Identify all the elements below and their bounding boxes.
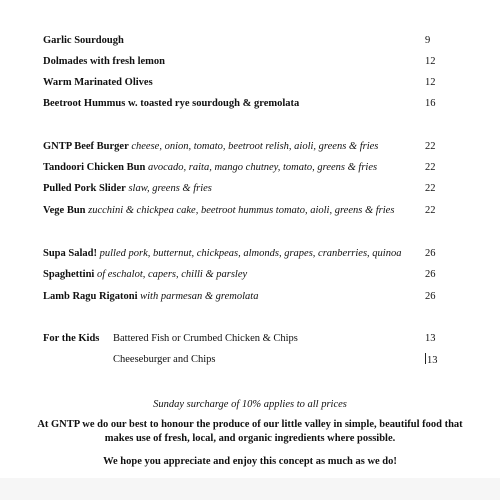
kids-item-name: Cheeseburger and Chips: [113, 354, 216, 365]
item-price: 26: [425, 269, 436, 280]
item-price: 22: [425, 205, 436, 216]
item-price: 12: [425, 56, 436, 67]
menu-item: [43, 140, 443, 154]
item-name: Warm Marinated Olives: [43, 77, 153, 88]
menu-item: [43, 161, 443, 175]
item-name: Garlic Sourdough: [43, 35, 124, 46]
item-description: of eschalot, capers, chilli & parsley: [96, 269, 248, 280]
item-description: pulled pork, butternut, chickpeas, almonds, grapes, cranberries, quinoa: [99, 248, 402, 259]
item-name: Supa Salad!: [43, 248, 97, 259]
menu-item: [43, 55, 443, 69]
kids-item-price: 13: [425, 333, 436, 344]
mission-line-2: makes use of fresh, local, and organic ingredients where possible.: [104, 433, 396, 444]
item-price: 22: [425, 183, 436, 194]
item-name: Vege Bun: [43, 205, 86, 216]
item-description: avocado, raita, mango chutney, tomato, greens & fries: [147, 162, 378, 173]
text-cursor: [425, 353, 426, 364]
item-price: 12: [425, 77, 436, 88]
item-name: Dolmades with fresh lemon: [43, 56, 166, 67]
page-bottom-strip: [0, 478, 500, 500]
item-name: Pulled Pork Slider: [43, 183, 126, 194]
item-price: 26: [425, 291, 436, 302]
item-price: 22: [425, 141, 436, 152]
menu-item: [43, 76, 443, 90]
kids-item-price: [425, 353, 438, 368]
item-price: 22: [425, 162, 436, 173]
closing-line: We hope you appreciate and enjoy this concept as much as we do!: [103, 456, 397, 467]
menu-item: [43, 290, 443, 304]
item-name: Spaghettini: [43, 269, 95, 280]
item-description: slaw, greens & fries: [128, 183, 212, 194]
item-description: zucchini & chickpea cake, beetroot hummus tomato, aioli, greens & fries: [88, 205, 395, 216]
menu-item: [43, 97, 443, 111]
mission-line-1: At GNTP we do our best to honour the produce of our little valley in simple, beautiful food that: [37, 419, 463, 430]
kids-section-label: For the Kids: [43, 333, 100, 344]
surcharge-note: Sunday surcharge of 10% applies to all prices: [153, 399, 347, 410]
item-name: Lamb Ragu Rigatoni: [43, 291, 138, 302]
menu-item: [43, 268, 443, 282]
item-price: 26: [425, 248, 436, 259]
item-name: GNTP Beef Burger: [43, 141, 129, 152]
item-name: Tandoori Chicken Bun: [43, 162, 146, 173]
item-price: 16: [425, 98, 436, 109]
menu-item: [43, 204, 443, 218]
item-description: cheese, onion, tomato, beetroot relish, aioli, greens & fries: [131, 141, 379, 152]
menu-item: [43, 247, 443, 261]
menu-item: [43, 182, 443, 196]
item-description: with parmesan & gremolata: [140, 291, 259, 302]
kids-item-price-value: 13: [427, 355, 438, 366]
menu-item: [43, 34, 443, 48]
kids-item-name: Battered Fish or Crumbed Chicken & Chips: [113, 333, 298, 344]
item-name: Beetroot Hummus w. toasted rye sourdough & gremolata: [43, 98, 300, 109]
item-price: 9: [425, 35, 431, 46]
